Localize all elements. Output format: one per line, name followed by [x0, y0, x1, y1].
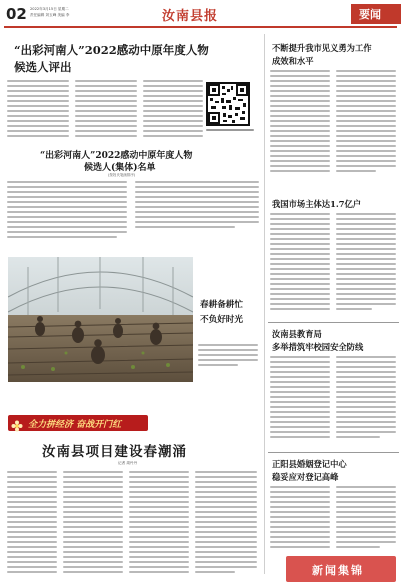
news-digest-box: [286, 556, 396, 582]
article-title: 正阳县婚姻登记中心: [272, 459, 347, 469]
article-title: 不断提升我市见义勇为工作: [272, 43, 372, 53]
list-subtitle: (按姓氏笔画排序): [108, 173, 136, 177]
article-title: 我国市场主体达1.7亿户: [272, 199, 362, 209]
article-finalists: [0, 34, 262, 144]
date-line: 2022年3月15日 星期二: [30, 7, 69, 11]
banner-flower-icon: [11, 417, 23, 429]
article-title-line-2: 成效和水平: [272, 56, 314, 66]
news-digest-label: 新闻集锦: [312, 564, 364, 577]
section-label: 要闻: [359, 8, 381, 21]
page-header: [0, 0, 401, 34]
section-rule: [268, 452, 399, 453]
header-rule: [4, 26, 397, 28]
article-projects: [0, 438, 262, 584]
masthead-logo: 汝南县报: [162, 9, 219, 24]
article-title-line-2: 候选人评出: [14, 60, 72, 74]
list-title-line-2: 候选人(集体)名单: [84, 163, 156, 173]
qr-code-image: [206, 82, 250, 126]
section-tab: [351, 4, 401, 24]
article-title-line-2: 稳妥应对登记高峰: [272, 472, 339, 482]
article-title-line-2: 多举措筑牢校园安全防线: [272, 342, 364, 352]
section-rule: [268, 322, 399, 323]
article-school-safety: [266, 322, 401, 450]
article-byline: 记者 周丹丹: [118, 461, 138, 465]
list-title: “出彩河南人”2022感动中原年度人物: [40, 151, 193, 161]
farm-photo: [8, 257, 193, 382]
campaign-banner: [8, 415, 148, 431]
article-title: 汝南县教育局: [272, 329, 322, 339]
photo-caption-box: [194, 290, 262, 380]
article-title: “出彩河南人”2022感动中原年度人物: [14, 43, 209, 57]
article-title: 汝南县项目建设春潮涌: [42, 444, 187, 460]
article-market: [266, 194, 401, 322]
article-list: [0, 144, 262, 256]
banner-text: 全力拼经济 奋战开门红: [28, 420, 122, 430]
article-marriage: [266, 452, 401, 584]
photo-caption-title: 春耕备耕忙: [200, 300, 243, 310]
column-divider: [264, 34, 265, 574]
qr-caption: [206, 129, 254, 131]
photo-caption-title-line-2: 不负好时光: [200, 315, 243, 325]
editor-line: 责任编辑 刘玉峰 美编 李: [30, 13, 70, 17]
page-number: 02: [6, 5, 27, 23]
